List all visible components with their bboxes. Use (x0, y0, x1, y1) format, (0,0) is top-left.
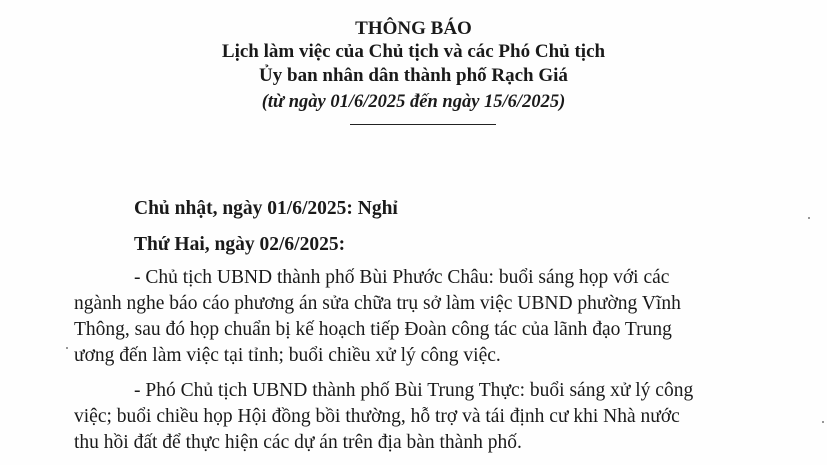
notice-period: (từ ngày 01/6/2025 đến ngày 15/6/2025) (261, 92, 566, 112)
item2-line1: - Phó Chủ tịch UBND thành phố Bùi Trung Thực: buổi sáng xử lý công (134, 380, 694, 401)
scan-speck (808, 217, 810, 219)
item1-line2: ngành nghe báo cáo phương án sửa chữa trụ sở làm việc UBND phường Vĩnh (74, 293, 681, 314)
item1-line3: Thông, sau đó họp chuẩn bị kế hoạch tiếp Đoàn công tác của lãnh đạo Trung (74, 319, 672, 340)
notice-title: THÔNG BÁO (355, 18, 472, 39)
item2-line2: việc; buổi chiều họp Hội đồng bồi thường, hỗ trợ và tái định cư khi Nhà nước (74, 406, 680, 427)
monday-heading: Thứ Hai, ngày 02/6/2025: (134, 234, 346, 255)
scan-speck (822, 421, 824, 423)
item1-line4: ương đến làm việc tại tỉnh; buổi chiều xử lý công việc. (74, 345, 501, 366)
title-underline (350, 124, 496, 125)
item1-line1: - Chủ tịch UBND thành phố Bùi Phước Châu: buổi sáng họp với các (134, 267, 670, 288)
notice-subtitle-line1: Lịch làm việc của Chủ tịch và các Phó Chủ tịch (221, 41, 606, 62)
item2-line3: thu hồi đất để thực hiện các dự án trên địa bàn thành phố. (74, 432, 522, 453)
notice-subtitle-line2: Ủy ban nhân dân thành phố Rạch Giá (259, 65, 568, 86)
sunday-entry: Chủ nhật, ngày 01/6/2025: Nghỉ (134, 198, 398, 219)
scan-speck (66, 347, 68, 349)
